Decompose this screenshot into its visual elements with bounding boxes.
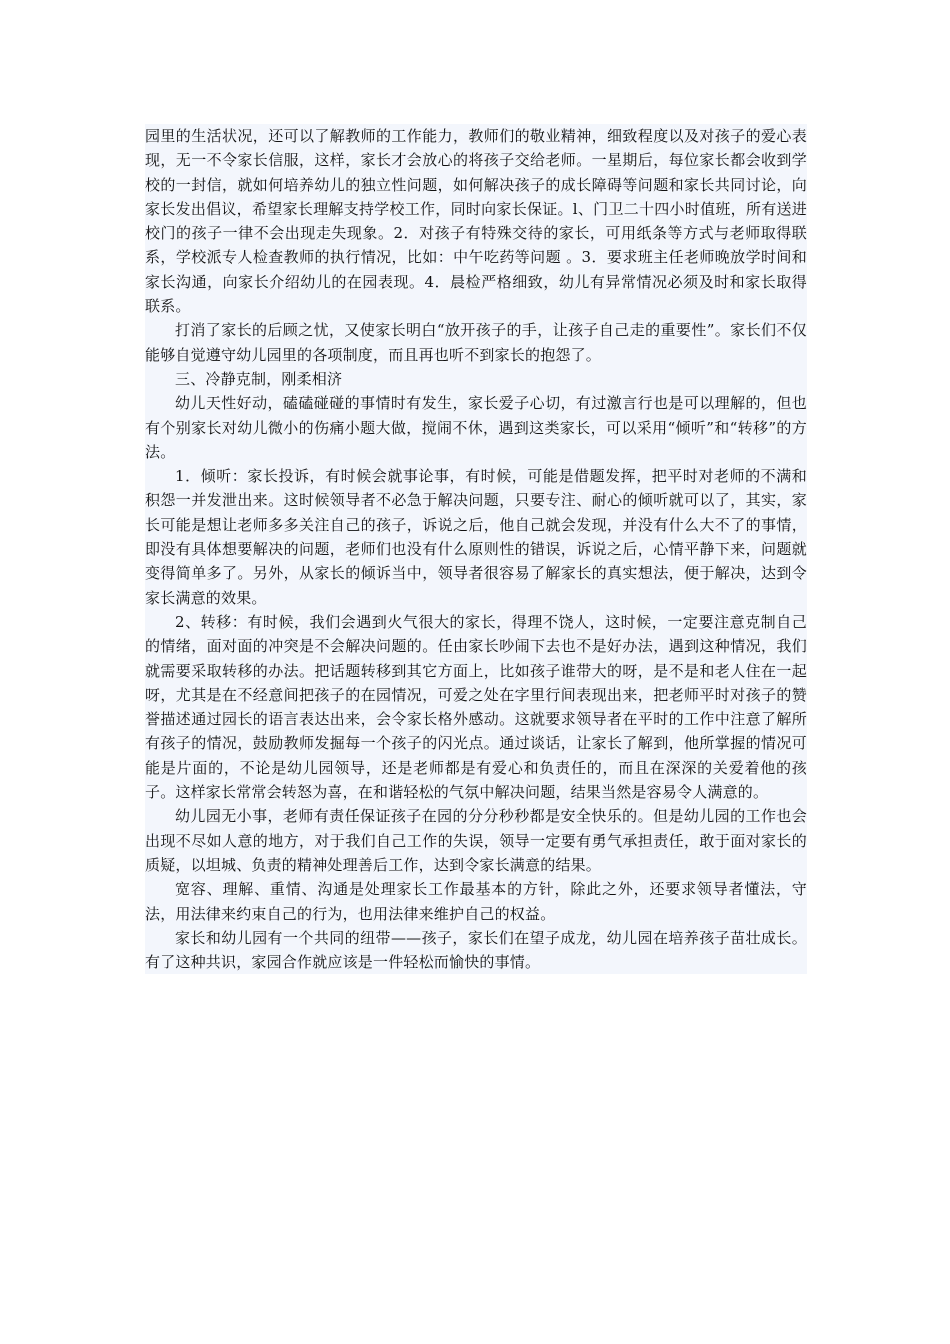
document-body <box>145 124 807 974</box>
section-heading-3: 三、冷静克制，刚柔相济 <box>145 367 807 391</box>
paragraph-continuation: 园里的生活状况，还可以了解教师的工作能力，教师们的敬业精神，细致程度以及对孩子的爱心表现，无一不令家长信服，这样，家长才会放心的将孩子交给老师。一星期后，每位家长都会收到学校的一封信，就如何培养幼儿的独立性问题，如何解决孩子的成长障碍等问题和家长共同讨论，向家长发出倡议，希望家长理解支持学校工作，同时向家长保证。l、门卫二十四小时值班，所有送进校门的孩子一律不会出现走失现象。2．对孩子有特殊交待的家长，可用纸条等方式与老师取得联系，学校派专人检查教师的执行情况，比如：中午吃药等问题 。3．要求班主任老师晚放学时间和家长沟通，向家长介绍幼儿的在园表现。4．晨检严格细致，幼儿有异常情况必须及时和家长取得联系。 <box>145 124 807 318</box>
paragraph-listening: 1．倾听：家长投诉，有时候会就事论事，有时候，可能是借题发挥，把平时对老师的不满和积怨一并发泄出来。这时候领导者不必急于解决问题，只要专注、耐心的倾听就可以了，其实，家长可能是想让老师多多关注自己的孩子，诉说之后，他自己就会发现，并没有什么大不了的事情，即没有具体想要解决的问题，老师们也没有什么原则性的错误，诉说之后，心情平静下来，问题就变得简单多了。另外，从家长的倾诉当中，领导者很容易了解家长的真实想法，便于解决，达到令家长满意的效果。 <box>145 464 807 610</box>
paragraph-diversion: 2、转移：有时候，我们会遇到火气很大的家长，得理不饶人，这时候，一定要注意克制自己的情绪，面对面的冲突是不会解决问题的。任由家长吵闹下去也不是好办法，遇到这种情况，我们就需要采取转移的办法。把话题转移到其它方面上，比如孩子谁带大的呀，是不是和老人住在一起呀，尤其是在不经意间把孩子的在园情况，可爱之处在字里行间表现出来，把老师平时对孩子的赞誉描述通过园长的语言表达出来，会令家长格外感动。这就要求领导者在平时的工作中注意了解所有孩子的情况，鼓励教师发掘每一个孩子的闪光点。通过谈话，让家长了解到，他所掌握的情况可能是片面的，不论是幼儿园领导，还是老师都是有爱心和负责任的，而且在深深的关爱着他的孩子。这样家长常常会转怒为喜，在和谐轻松的气氛中解决问题，结果当然是容易令人满意的。 <box>145 610 807 804</box>
paragraph-parent-reassurance: 打消了家长的后顾之忧，又使家长明白“放开孩子的手，让孩子自己走的重要性”。家长们不仅能够自觉遵守幼儿园里的各项制度，而且再也听不到家长的抱怨了。 <box>145 318 807 367</box>
paragraph-conclusion: 家长和幼儿园有一个共同的纽带——孩子，家长们在望子成龙，幼儿园在培养孩子苗壮成长。有了这种共识，家园合作就应该是一件轻松而愉快的事情。 <box>145 926 807 975</box>
paragraph-responsibility: 幼儿园无小事，老师有责任保证孩子在园的分分秒秒都是安全快乐的。但是幼儿园的工作也会出现不尽如人意的地方，对于我们自己工作的失误，领导一定要有勇气承担责任，敢于面对家长的质疑，以坦城、负责的精神处理善后工作，达到令家长满意的结果。 <box>145 804 807 877</box>
paragraph-principles: 宽容、理解、重情、沟通是处理家长工作最基本的方针，除此之外，还要求领导者懂法，守法，用法律来约束自己的行为，也用法律来维护自己的权益。 <box>145 877 807 926</box>
paragraph-child-injury: 幼儿天性好动，磕磕碰碰的事情时有发生，家长爱子心切，有过激言行也是可以理解的，但也有个别家长对幼儿微小的伤痛小题大做，搅闹不休，遇到这类家长，可以采用“倾听”和“转移”的方法。 <box>145 391 807 464</box>
